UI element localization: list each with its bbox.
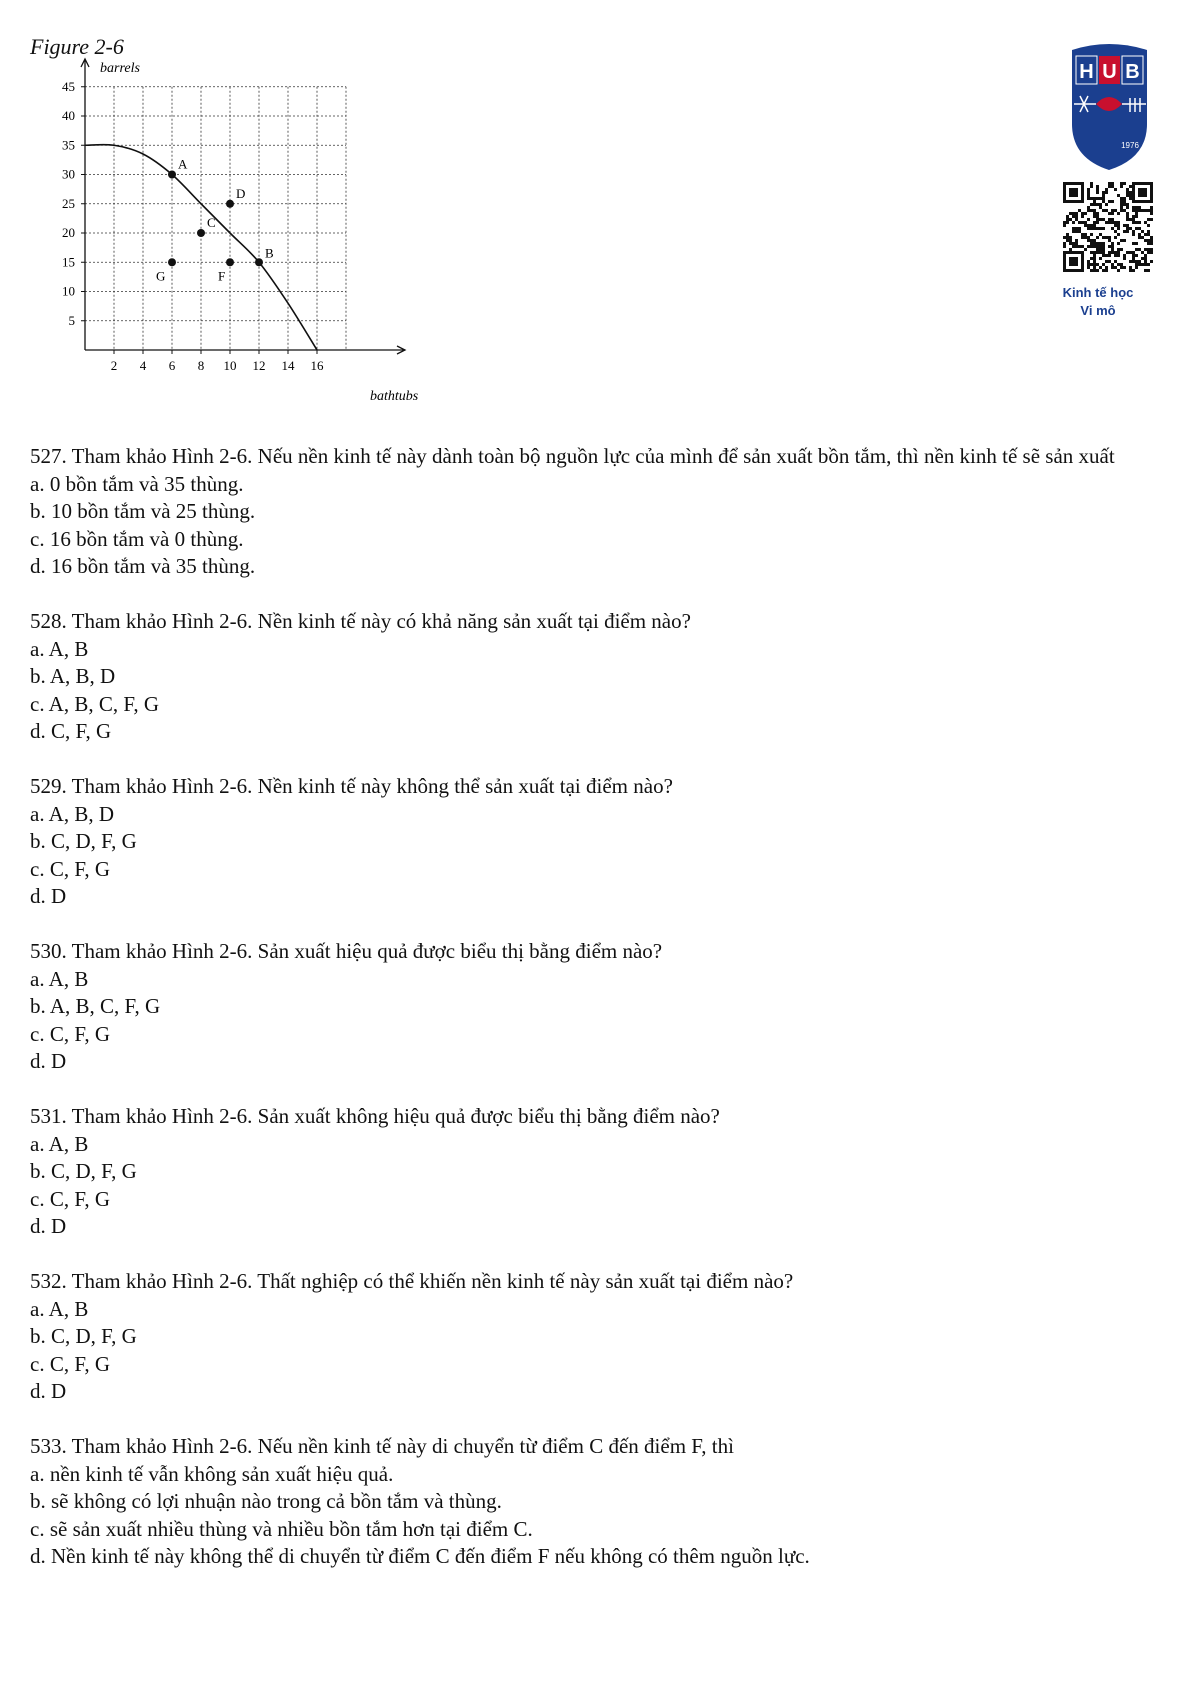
point-label: F bbox=[218, 268, 226, 284]
figure-title: Figure 2-6 bbox=[30, 34, 124, 59]
question-stem: 527. Tham khảo Hình 2-6. Nếu nền kinh tế này dành toàn bộ nguồn lực của mình để sản xuất bồn tắm, thì nền kinh tế sẽ sản xuất bbox=[30, 444, 1115, 468]
x-tick-label: 2 bbox=[110, 358, 118, 373]
question-option: d. D bbox=[30, 1379, 67, 1403]
question-option: b. 10 bồn tắm và 25 thùng. bbox=[30, 499, 256, 523]
y-tick-label: 45 bbox=[62, 78, 75, 94]
question-option: c. C, F, G bbox=[30, 856, 110, 881]
question-option: d. D bbox=[30, 1214, 67, 1238]
question-stem: 528. Tham khảo Hình 2-6. Nền kinh tế này có khả năng sản xuất tại điểm nào? bbox=[30, 609, 691, 633]
question-option: a. 0 bồn tắm và 35 thùng. bbox=[30, 471, 244, 496]
question-option: a. A, B, D bbox=[30, 801, 114, 826]
point-label: G bbox=[156, 268, 166, 284]
point-f bbox=[226, 258, 234, 266]
question-item bbox=[30, 938, 1170, 1076]
question-stem: 530. Tham khảo Hình 2-6. Sản xuất hiệu quả được biểu thị bằng điểm nào? bbox=[30, 939, 663, 963]
point-a bbox=[168, 171, 176, 179]
question-option: a. A, B bbox=[30, 1296, 89, 1321]
hub-logo bbox=[1068, 40, 1151, 172]
question-list bbox=[30, 443, 1170, 1598]
question-option: d. D bbox=[30, 884, 67, 908]
question-option: b. A, B, C, F, G bbox=[30, 994, 161, 1018]
y-tick-label: 30 bbox=[62, 166, 75, 182]
point-label: B bbox=[265, 245, 274, 261]
chart-points bbox=[156, 157, 274, 284]
x-axis-label: bathtubs bbox=[370, 389, 419, 404]
chart-axes bbox=[81, 59, 405, 354]
question-option: c. C, F, G bbox=[30, 1186, 110, 1211]
x-tick-label: 16 bbox=[310, 358, 324, 373]
caption-subject-sub: Vi mô bbox=[1080, 303, 1116, 318]
question-item bbox=[30, 1268, 1170, 1406]
logo-year: 1976 bbox=[1121, 141, 1139, 150]
question-option: b. A, B, D bbox=[30, 664, 116, 688]
question-option: d. C, F, G bbox=[30, 719, 112, 743]
question-option: c. 16 bồn tắm và 0 thùng. bbox=[30, 526, 244, 551]
question-item bbox=[30, 1103, 1170, 1241]
question-option: c. sẽ sản xuất nhiều thùng và nhiều bồn tắm hơn tại điểm C. bbox=[30, 1516, 533, 1541]
point-c bbox=[197, 229, 205, 237]
point-label: C bbox=[207, 215, 216, 230]
question-option: d. Nền kinh tế này không thể di chuyển từ điểm C đến điểm F nếu không có thêm nguồn lực. bbox=[30, 1544, 810, 1568]
x-tick-label: 12 bbox=[252, 358, 266, 373]
question-option: a. A, B bbox=[30, 636, 89, 661]
y-tick-label: 20 bbox=[62, 225, 75, 240]
question-option: d. D bbox=[30, 1049, 67, 1073]
y-tick-label: 35 bbox=[62, 137, 75, 153]
question-stem: 532. Tham khảo Hình 2-6. Thất nghiệp có thể khiến nền kinh tế này sản xuất tại điểm nào? bbox=[30, 1269, 794, 1293]
question-item bbox=[30, 773, 1170, 911]
point-label: D bbox=[236, 185, 246, 201]
point-label: A bbox=[178, 156, 188, 172]
question-option: c. A, B, C, F, G bbox=[30, 691, 160, 716]
ppf-chart bbox=[30, 55, 440, 415]
y-tick-label: 15 bbox=[62, 254, 75, 270]
question-option: b. C, D, F, G bbox=[30, 829, 137, 853]
question-item bbox=[30, 443, 1170, 581]
chart-ticks bbox=[62, 79, 324, 373]
question-item bbox=[30, 1433, 1170, 1571]
question-item bbox=[30, 608, 1170, 746]
y-tick-label: 5 bbox=[68, 312, 75, 328]
logo-letter: H bbox=[1079, 61, 1094, 83]
caption-subject: Kinh tế học bbox=[1062, 285, 1134, 300]
x-tick-label: 4 bbox=[139, 358, 147, 373]
question-option: b. C, D, F, G bbox=[30, 1159, 137, 1183]
question-option: c. C, F, G bbox=[30, 1021, 110, 1046]
question-option: d. 16 bồn tắm và 35 thùng. bbox=[30, 554, 256, 578]
point-d bbox=[226, 200, 234, 208]
point-b bbox=[255, 258, 263, 266]
logo-letter: B bbox=[1125, 61, 1140, 83]
question-option: a. A, B bbox=[30, 1131, 89, 1156]
question-option: c. C, F, G bbox=[30, 1351, 110, 1376]
y-tick-label: 40 bbox=[62, 108, 75, 123]
y-tick-label: 25 bbox=[62, 195, 75, 211]
x-tick-label: 10 bbox=[223, 358, 237, 373]
question-stem: 533. Tham khảo Hình 2-6. Nếu nền kinh tế này di chuyển từ điểm C đến điểm F, thì bbox=[30, 1434, 734, 1458]
y-axis-label: barrels bbox=[100, 61, 140, 76]
question-option: a. nền kinh tế vẫn không sản xuất hiệu quả. bbox=[30, 1461, 394, 1486]
qr-code-icon[interactable] bbox=[1063, 182, 1153, 272]
x-tick-label: 6 bbox=[168, 358, 176, 373]
question-option: b. sẽ không có lợi nhuận nào trong cả bồn tắm và thùng. bbox=[30, 1489, 502, 1513]
logo-letter: U bbox=[1102, 61, 1117, 83]
x-tick-label: 8 bbox=[197, 358, 205, 373]
question-option: a. A, B bbox=[30, 966, 89, 991]
question-stem: 531. Tham khảo Hình 2-6. Sản xuất không hiệu quả được biểu thị bằng điểm nào? bbox=[30, 1104, 720, 1128]
question-stem: 529. Tham khảo Hình 2-6. Nền kinh tế này không thể sản xuất tại điểm nào? bbox=[30, 774, 673, 798]
point-g bbox=[168, 258, 176, 266]
x-tick-label: 14 bbox=[281, 358, 295, 373]
question-option: b. C, D, F, G bbox=[30, 1324, 137, 1348]
y-tick-label: 10 bbox=[62, 283, 75, 299]
